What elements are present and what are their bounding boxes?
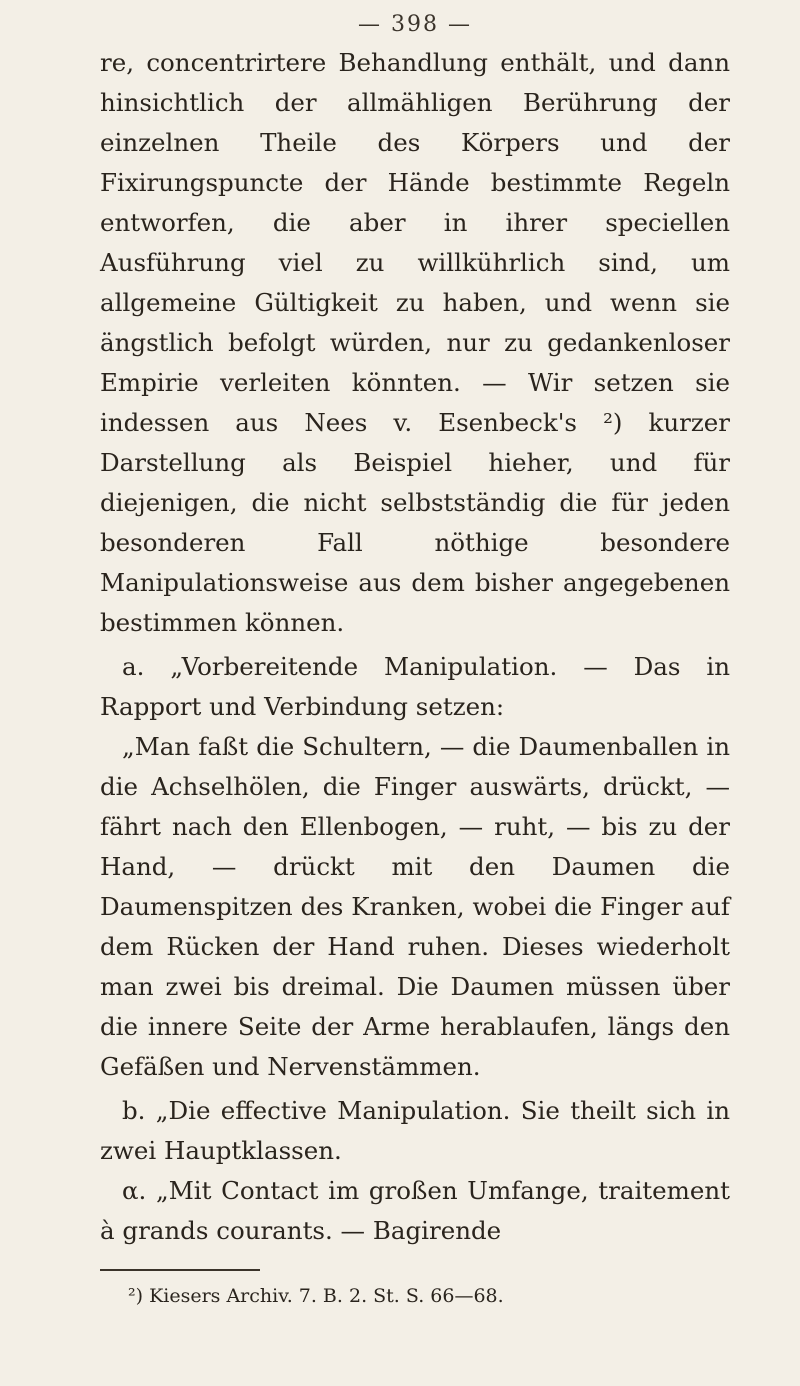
footnote: ²) Kiesers Archiv. 7. B. 2. St. S. 66—68. (128, 1285, 504, 1307)
paragraph-intro: re, concentrirtere Behandlung enthält, und dann hinsichtlich der allmähligen Berührung der einzelnen Theile des Körpers und der Fixirungspuncte der Hände bestimmte Regeln entworfen, die aber in ihrer speciellen Ausführung viel zu willkührlich sind, um allgemeine Gültigkeit zu haben, und wenn sie ängstlich befolgt würden, nur zu gedankenloser Empirie verleiten könnten. — Wir setzen sie indessen aus Nees v. Esenbeck's ²) kurzer Darstellung als Beispiel hieher, und für diejenigen, die nicht selbstständig die für jeden besonderen Fall nöthige besondere Manipulationsweise aus dem bisher angegebenen bestimmen können. (100, 48, 730, 637)
page-number: — 398 — (358, 12, 472, 37)
section-a-heading: a. „Vorbereitende Manipulation. — Das in Rapport und Verbindung setzen: (100, 652, 730, 721)
section-b-heading: b. „Die effective Manipulation. Sie theilt sich in zwei Hauptklassen. (100, 1096, 730, 1165)
body-text (100, 43, 730, 1251)
footnote-divider (100, 1269, 260, 1271)
section-alpha-heading: α. „Mit Contact im großen Umfange, traitement à grands courants. — Bagirende (100, 1176, 730, 1245)
paragraph-procedure: „Man faßt die Schultern, — die Daumenballen in die Achselhölen, die Finger auswärts, drückt, — fährt nach den Ellenbogen, — ruht, — bis zu der Hand, — drückt mit den Daumen die Daumenspitzen des Kranken, wobei die Finger auf dem Rücken der Hand ruhen. Dieses wiederholt man zwei bis dreimal. Die Daumen müssen über die innere Seite der Arme herablaufen, längs den Gefäßen und Nervenstämmen. (100, 732, 730, 1081)
